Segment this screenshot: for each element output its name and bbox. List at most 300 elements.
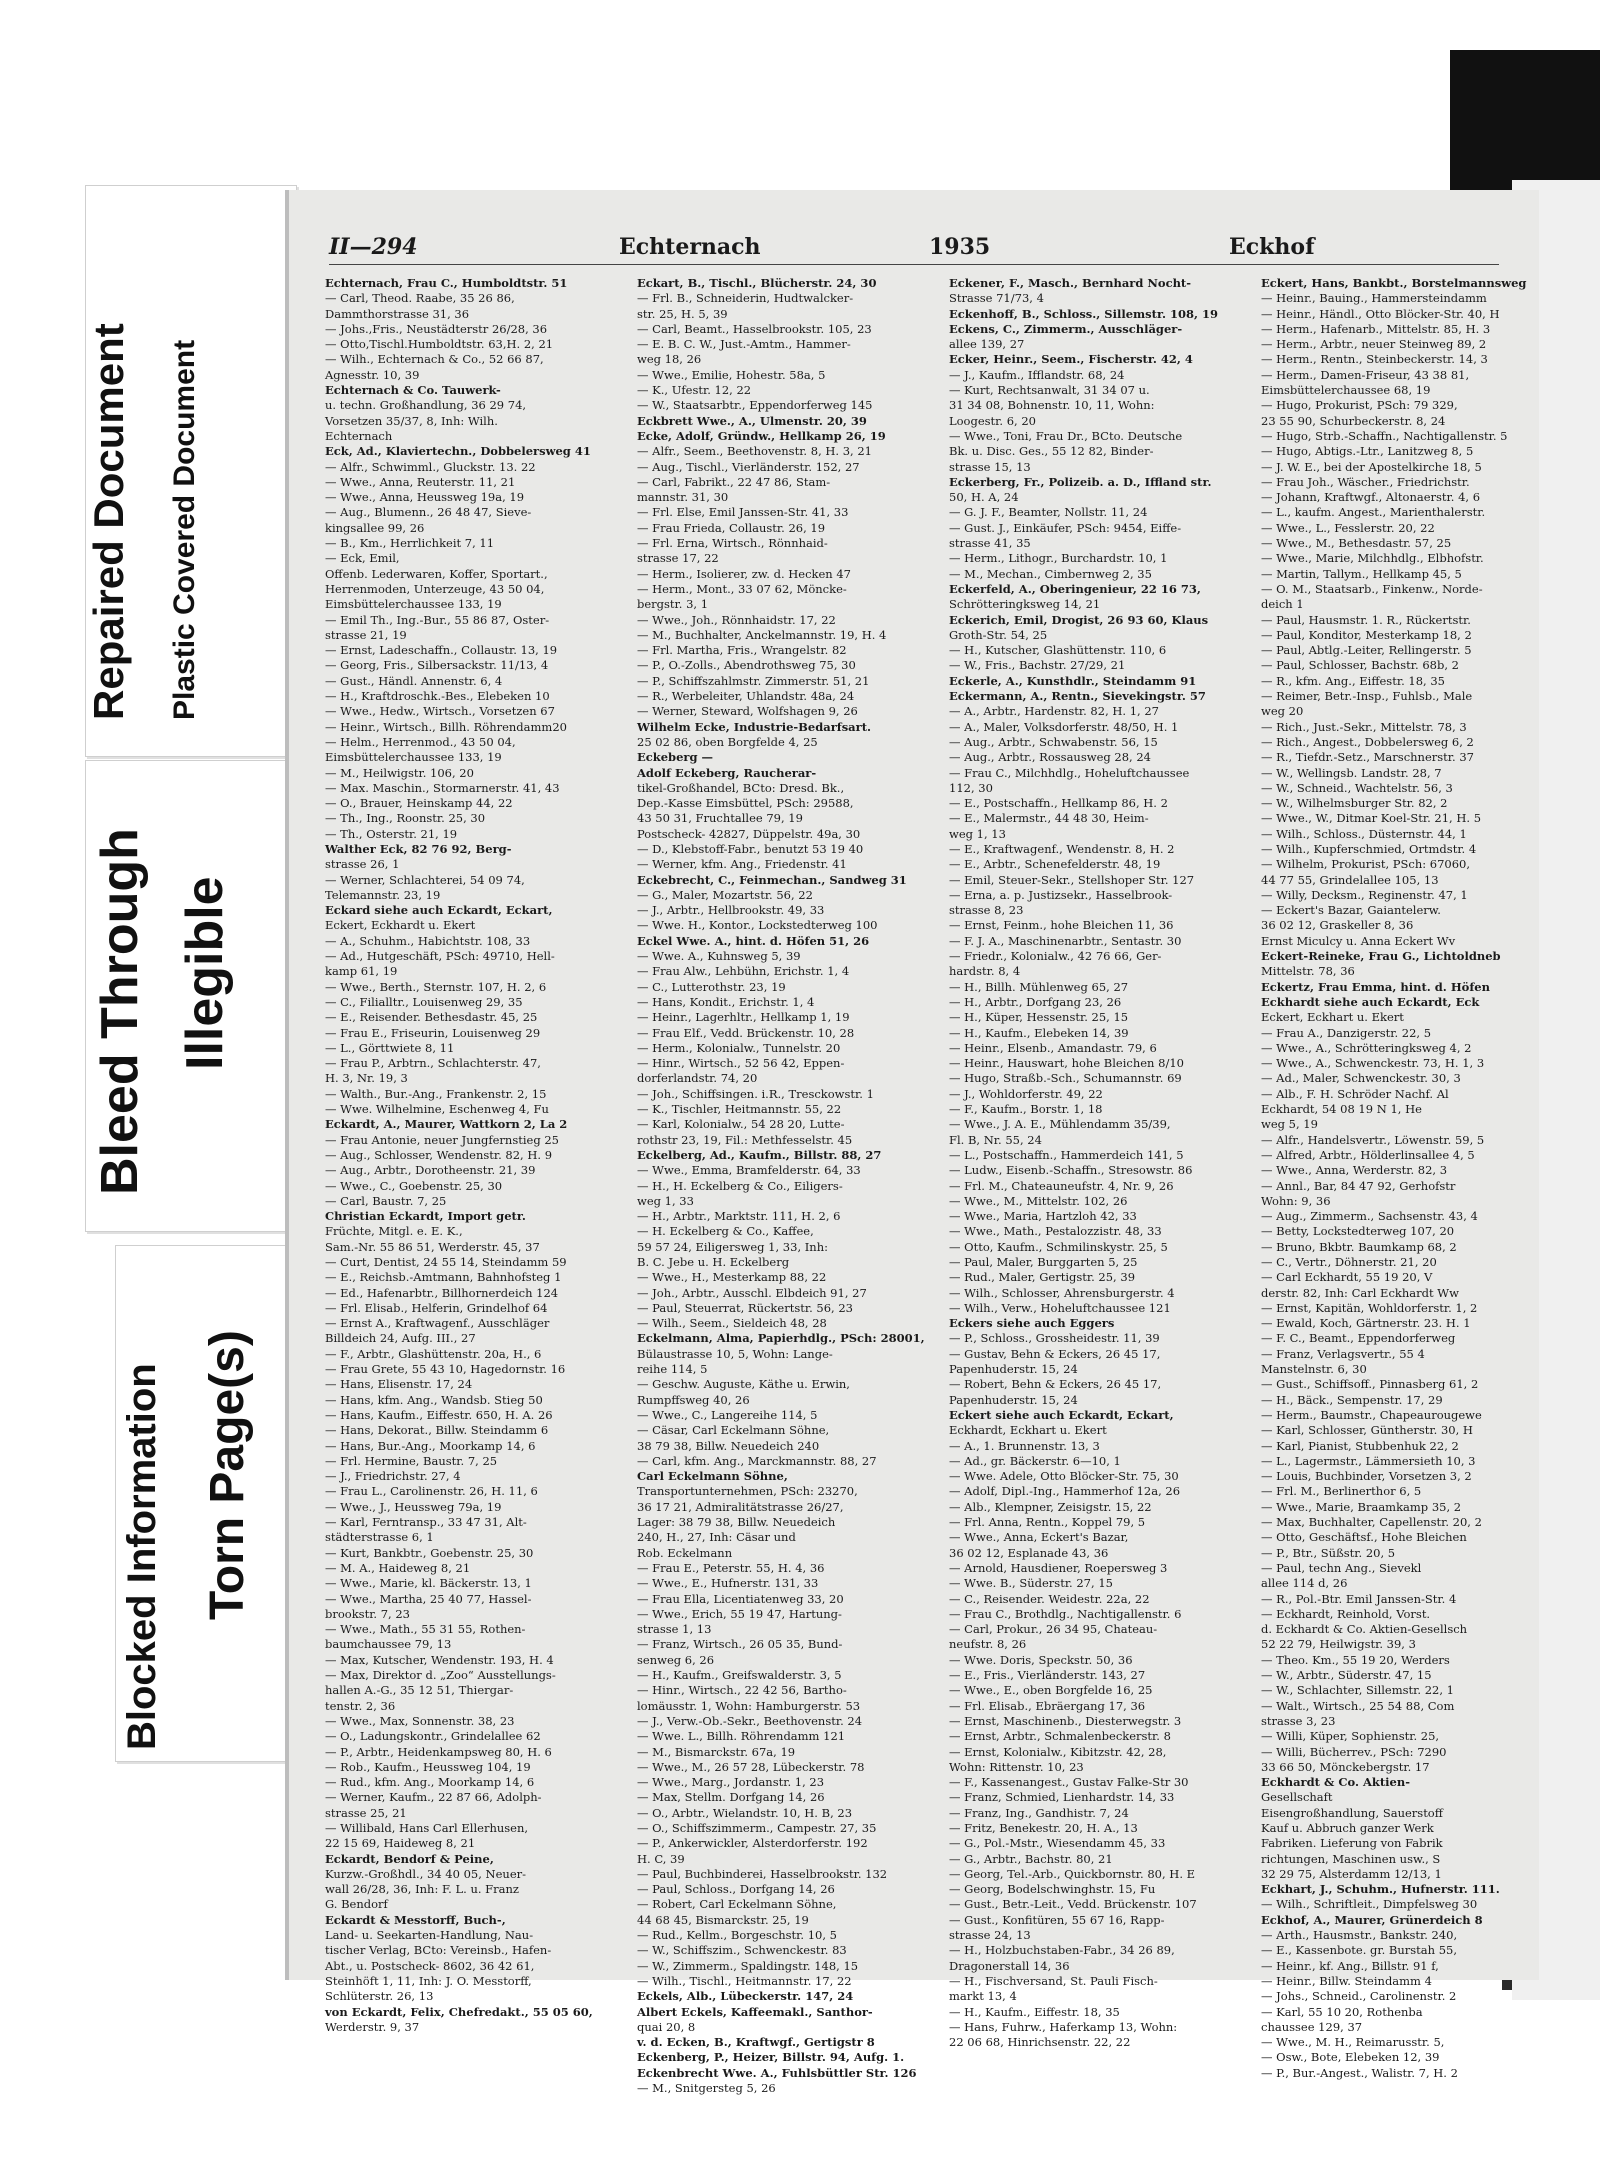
directory-entry-line: — Herm., Baumstr., Chapeaurougewe <box>1261 1407 1482 1422</box>
directory-entry-line: — Herm., Isolierer, zw. d. Hecken 47 <box>637 566 852 581</box>
directory-entry-line: Telemannstr. 23, 19 <box>325 887 441 902</box>
directory-entry-line: — Franz, Ing., Gandhistr. 7, 24 <box>949 1805 1129 1820</box>
directory-entry-line: Adolf Eckeberg, Raucherar- <box>637 765 817 780</box>
directory-entry-line: — Werner, Steward, Wolfshagen 9, 26 <box>637 704 858 719</box>
directory-entry-line: — Wwe., L., Fesslerstr. 20, 22 <box>1261 520 1435 535</box>
directory-entry-line: — Wwe., C., Langereihe 114, 5 <box>637 1407 818 1422</box>
directory-entry-line: — Georg, Bodelschwinghstr. 15, Fu <box>949 1882 1156 1897</box>
directory-entry-line: — Paul, Schloss., Dorfgang 14, 26 <box>637 1882 835 1897</box>
directory-entry-line: — Aug., Arbtr., Schwabenstr. 56, 15 <box>949 734 1158 749</box>
directory-entry-line: — Emil, Steuer-Sekr., Stellshoper Str. 127 <box>949 872 1195 887</box>
directory-entry-line: — Helm., Herrenmod., 43 50 04, <box>325 734 516 749</box>
directory-entry-line: Eckerle, A., Kunsthdlr., Steindamm 91 <box>949 673 1197 688</box>
directory-entry-line: — Wwe., Emilie, Hohestr. 58a, 5 <box>637 367 826 382</box>
directory-entry-line: — H., Kaufm., Greifswalderstr. 3, 5 <box>637 1668 842 1683</box>
directory-entry-line: Eimsbüttelerchaussee 68, 19 <box>1261 383 1431 398</box>
directory-entry-line: — Frau Elf., Vedd. Brückenstr. 10, 28 <box>637 1025 855 1040</box>
directory-entry-line: — E., Postschaffn., Hellkamp 86, H. 2 <box>949 796 1168 811</box>
directory-entry-line: — Paul, Konditor, Mesterkamp 18, 2 <box>1261 627 1472 642</box>
directory-entry-line: — Wilh., Schriftleit., Dimpfelsweg 30 <box>1261 1897 1478 1912</box>
directory-entry-line: Echternach <box>325 428 393 443</box>
directory-entry-line: Rumpffsweg 40, 26 <box>637 1392 750 1407</box>
directory-entry-line: — Gust., Betr.-Leit., Vedd. Brückenstr. 107 <box>949 1897 1197 1912</box>
directory-entry-line: — Aug., Arbtr., Rossausweg 28, 24 <box>949 750 1151 765</box>
header-left-word: Echternach <box>619 234 761 260</box>
directory-entry-line: — Frl. Elisab., Ebräergang 17, 36 <box>949 1698 1146 1713</box>
directory-entry-line: — O., Schiffszimmerm., Campestr. 27, 35 <box>637 1820 877 1835</box>
directory-entry-line: — Aug., Blumenn., 26 48 47, Sieve- <box>325 505 532 520</box>
directory-entry-line: Kurzw.-Großhdl., 34 40 05, Neuer- <box>325 1866 527 1881</box>
directory-entry-line: — Gustav, Behn & Eckers, 26 45 17, <box>949 1346 1161 1361</box>
directory-entry-line: — C., Filialltr., Louisenweg 29, 35 <box>325 994 523 1009</box>
directory-entry-line: — Curt, Dentist, 24 55 14, Steindamm 59 <box>325 1255 567 1269</box>
directory-entry-line: — Th., Ing., Roonstr. 25, 30 <box>325 811 486 826</box>
directory-entry-line: — Ad., Hutgeschäft, PSch: 49710, Hell- <box>325 949 555 964</box>
directory-entry-line: — Ludw., Eisenb.-Schaffn., Stresowstr. 86 <box>949 1163 1193 1178</box>
directory-entry-line: allee 139, 27 <box>949 337 1025 352</box>
directory-entry-line: Groth-Str. 54, 25 <box>949 627 1048 642</box>
directory-entry-line: — Wwe., Marie, Milchhdlg., Elbhofstr. <box>1261 551 1484 566</box>
directory-entry-line: — Louis, Buchbinder, Vorsetzen 3, 2 <box>1261 1469 1472 1484</box>
directory-entry-line: — J., Kaufm., Ifflandstr. 68, 24 <box>949 367 1125 382</box>
directory-entry-line: — Herm., Lithogr., Burchardstr. 10, 1 <box>949 551 1168 566</box>
directory-entry-line: von Eckardt, Felix, Chefredakt., 55 05 60, <box>325 2004 593 2019</box>
directory-entry-line: — Wwe., Erich, 55 19 47, Hartung- <box>637 1606 842 1621</box>
directory-entry-line: Bk. u. Disc. Ges., 55 12 82, Binder- <box>949 444 1154 459</box>
directory-entry-line: — Franz, Wirtsch., 26 05 35, Bund- <box>637 1637 843 1652</box>
directory-entry-line: — F. C., Beamt., Eppendorferweg <box>1261 1331 1456 1346</box>
directory-entry-line: lomäusstr. 1, Wohn: Hamburgerstr. 53 <box>637 1698 861 1713</box>
directory-entry-line: — Willy, Decksm., Reginenstr. 47, 1 <box>1261 887 1468 902</box>
directory-entry-line: Eckbrett Wwe., A., Ulmenstr. 20, 39 <box>637 413 867 428</box>
directory-entry-line: — L., Görttwiete 8, 11 <box>325 1040 455 1055</box>
directory-entry-line: — Wilh., Echternach & Co., 52 66 87, <box>325 352 544 367</box>
directory-entry-line: — Kurt, Bankbtr., Goebenstr. 25, 30 <box>325 1545 534 1560</box>
directory-entry-line: Steinhöft 1, 11, Inh: J. O. Messtorff, <box>325 1973 532 1988</box>
label-blocked-information: Blocked Information <box>120 1363 164 1750</box>
directory-entry-line: Ernst Miculcy u. Anna Eckert Wv <box>1261 933 1456 948</box>
directory-entry-line: 22 06 68, Hinrichsenstr. 22, 22 <box>949 2035 1131 2050</box>
directory-entry-line: — Frl. Martha, Fris., Wrangelstr. 82 <box>637 643 847 658</box>
directory-entry-line: städterstrasse 6, 1 <box>325 1530 434 1545</box>
directory-entry-line: Dammthorstrasse 31, 36 <box>325 306 470 321</box>
directory-entry-line: — W., Arbtr., Süderstr. 47, 15 <box>1261 1668 1432 1683</box>
directory-entry-line: — K., Ufestr. 12, 22 <box>637 383 752 398</box>
directory-entry-line: — K., Tischler, Heitmannstr. 55, 22 <box>637 1102 842 1117</box>
directory-entry-line: 36 02 12, Graskeller 8, 36 <box>1261 918 1414 933</box>
directory-entry-line: — Frl. Else, Emil Janssen-Str. 41, 33 <box>637 505 849 520</box>
directory-entry-line: — Heinr., Wirtsch., Billh. Röhrendamm20 <box>325 719 567 734</box>
directory-page <box>285 190 1539 2096</box>
directory-entry-line: — Wilh., Tischl., Heitmannstr. 17, 22 <box>637 1973 852 1988</box>
directory-entry-line: — Robert, Behn & Eckers, 26 45 17, <box>949 1377 1162 1392</box>
directory-entry-line: — Frl. Anna, Rentn., Koppel 79, 5 <box>949 1515 1146 1530</box>
directory-entry-line: markt 13, 4 <box>949 1989 1017 2004</box>
directory-entry-line: — Friedr., Kolonialw., 42 76 66, Ger- <box>949 949 1162 964</box>
directory-entry-line: 52 22 79, Heilwigstr. 39, 3 <box>1261 1637 1416 1652</box>
directory-entry-line: strasse 21, 19 <box>325 627 407 642</box>
directory-entry-line: — O., Arbtr., Wielandstr. 10, H. B, 23 <box>637 1805 853 1820</box>
directory-entry-line: Eckardt, A., Maurer, Wattkorn 2, La 2 <box>325 1117 568 1132</box>
directory-entry-line: — Alfr., Handelsvertr., Löwenstr. 59, 5 <box>1261 1132 1485 1147</box>
directory-entry-line: Eckel Wwe. A., hint. d. Höfen 51, 26 <box>637 933 870 948</box>
directory-entry-line: — W., Zimmerm., Spaldingstr. 148, 15 <box>637 1958 859 1973</box>
directory-entry-line: — F. J. A., Maschinenarbtr., Sentastr. 30 <box>949 933 1182 948</box>
directory-entry-line: — R., Werbeleiter, Uhlandstr. 48a, 24 <box>637 689 855 704</box>
directory-entry-line: — Wwe., M., 26 57 28, Lübeckerstr. 78 <box>637 1759 865 1774</box>
directory-entry-line: — Max. Maschin., Stormarnerstr. 41, 43 <box>325 780 560 795</box>
background-dark-corner <box>1450 50 1600 200</box>
directory-entry-line: str. 25, H. 5, 39 <box>637 306 728 321</box>
directory-entry-line: Fl. B, Nr. 55, 24 <box>949 1132 1042 1147</box>
directory-entry-line: — Otto, Kaufm., Schmilinskystr. 25, 5 <box>949 1239 1168 1254</box>
directory-entry-line: — H., Arbtr., Dorfgang 23, 26 <box>949 994 1122 1009</box>
directory-entry-line: — E., Kassenbote. gr. Burstah 55, <box>1261 1943 1457 1958</box>
directory-entry-line: — Alb., Klempner, Zeisigstr. 15, 22 <box>949 1499 1152 1514</box>
directory-entry-line: 112, 30 <box>949 780 993 795</box>
directory-entry-line: — Franz, Schmied, Lienhardstr. 14, 33 <box>949 1790 1175 1805</box>
directory-entry-line: Früchte, Mitgl. e. E. K., <box>325 1224 463 1239</box>
directory-entry-line: — Frau A., Danzigerstr. 22, 5 <box>1261 1025 1432 1040</box>
directory-entry-line: d. Eckhardt & Co. Aktien-Gesellsch <box>1261 1622 1468 1637</box>
directory-entry-line: tikel-Großhandel, BCto: Dresd. Bk., <box>637 780 845 795</box>
directory-entry-line: Lager: 38 79 38, Billw. Neuedeich <box>637 1515 836 1530</box>
directory-entry-line: — E., Malermstr., 44 48 30, Heim- <box>949 811 1149 826</box>
directory-entry-line: Eckardt & Messtorff, Buch-, <box>325 1912 506 1927</box>
directory-entry-line: — A., 1. Brunnenstr. 13, 3 <box>949 1438 1100 1453</box>
directory-entry-line: Rob. Eckelmann <box>637 1545 733 1560</box>
directory-entry-line: Eckardt, Bendorf & Peine, <box>325 1851 494 1866</box>
directory-entry-line: Eckels, Alb., Lübeckerstr. 147, 24 <box>637 1989 854 2004</box>
directory-entry-line: Eckhardt siehe auch Eckardt, Eck <box>1261 994 1480 1009</box>
directory-entry-line: — Wilh., Schlosser, Ahrensburgerstr. 4 <box>949 1285 1175 1300</box>
directory-entry-line: — Wwe., Math., 55 31 55, Rothen- <box>325 1622 526 1637</box>
directory-entry-line: — H., Arbtr., Marktstr. 111, H. 2, 6 <box>637 1209 841 1224</box>
directory-entry-line: Dep.-Kasse Eimsbüttel, PSch: 29588, <box>637 796 854 811</box>
directory-entry-line: — Carl, kfm. Ang., Marckmannstr. 88, 27 <box>637 1453 877 1468</box>
directory-entry-line: — Erna, a. p. Justizsekr., Hasselbrook- <box>949 887 1173 902</box>
directory-entry-line: Eimsbüttelerchaussee 133, 19 <box>325 597 502 612</box>
directory-entry-line: — G., Arbtr., Bachstr. 80, 21 <box>949 1851 1113 1866</box>
directory-entry-line: Wohn: 9, 36 <box>1261 1193 1331 1208</box>
directory-entry-line: — Ernst, Arbtr., Schmalenbeckerstr. 8 <box>949 1729 1171 1744</box>
directory-entry-line: — Wilhelm, Prokurist, PSch: 67060, <box>1261 857 1471 872</box>
directory-entry-line: — Wwe., H., Mesterkamp 88, 22 <box>637 1270 827 1285</box>
directory-entry-line: — Reimer, Betr.-Insp., Fuhlsb., Male <box>1261 689 1473 704</box>
directory-entry-line: — Betty, Lockstedterweg 107, 20 <box>1261 1224 1455 1239</box>
directory-entry-line: — P., Bur.-Angest., Walistr. 7, H. 2 <box>1261 2065 1458 2080</box>
directory-entry-line: — Alb., F. H. Schröder Nachf. Al <box>1261 1086 1449 1101</box>
directory-entry-line: — G., Pol.-Mstr., Wiesendamm 45, 33 <box>949 1836 1166 1851</box>
directory-entry-line: — Herm., Damen-Friseur, 43 38 81, <box>1261 367 1470 382</box>
directory-entry-line: — P., Btr., Süßstr. 20, 5 <box>1261 1545 1396 1560</box>
directory-entry-line: — Wwe. Adele, Otto Blöcker-Str. 75, 30 <box>949 1469 1179 1484</box>
directory-entry-line: — Frl. M., Chateauneufstr. 4, Nr. 9, 26 <box>949 1178 1174 1193</box>
directory-entry-line: — Alfred, Arbtr., Hölderlinsallee 4, 5 <box>1261 1147 1475 1162</box>
label-bleed-through: Bleed Through <box>91 828 149 1195</box>
page-header <box>329 230 1499 265</box>
directory-entry-line: — Willibald, Hans Carl Ellerhusen, <box>325 1820 529 1835</box>
directory-entry-line: — Frl. M., Berlinerthor 6, 5 <box>1261 1484 1422 1499</box>
directory-entry-line: — J. W. E., bei der Apostelkirche 18, 5 <box>1261 459 1482 474</box>
directory-entry-line: — H., Kaufm., Elebeken 14, 39 <box>949 1025 1129 1040</box>
directory-entry-line: — Eckhardt, Reinhold, Vorst. <box>1261 1606 1431 1621</box>
directory-entry-line: weg 20 <box>1261 704 1304 719</box>
directory-entry-line: — Aug., Arbtr., Dorotheenstr. 21, 39 <box>325 1163 536 1178</box>
directory-entry-line: — Rud., Kellm., Borgeschstr. 10, 5 <box>637 1928 837 1943</box>
directory-entry-line: — B., Km., Herrlichkeit 7, 11 <box>325 536 495 551</box>
directory-entry-line: — W., Wellingsb. Landstr. 28, 7 <box>1261 765 1442 780</box>
directory-entry-line: — Paul, Steuerrat, Rückertstr. 56, 23 <box>637 1300 853 1315</box>
directory-entry-line: — Carl, Fabrikt., 22 47 86, Stam- <box>637 474 831 489</box>
directory-entry-line: — O. M., Staatsarb., Finkenw., Norde- <box>1261 581 1483 596</box>
directory-entry-line: strasse 25, 21 <box>325 1805 407 1820</box>
directory-entry-line: G. Bendorf <box>325 1897 388 1912</box>
directory-entry-line: Strasse 71/73, 4 <box>949 291 1044 306</box>
directory-entry-line: — E., Kraftwagenf., Wendenstr. 8, H. 2 <box>949 841 1175 856</box>
directory-entry-line: — C., Reisender. Weidestr. 22a, 22 <box>949 1591 1150 1606</box>
directory-entry-line: — W., Staatsarbtr., Eppendorferweg 145 <box>637 398 873 413</box>
directory-entry-line: v. d. Ecken, B., Kraftwgf., Gertigstr 8 <box>637 2035 875 2050</box>
directory-entry-line: — Paul, Abtlg.-Leiter, Rellingerstr. 5 <box>1261 643 1472 658</box>
directory-entry-line: — Wwe. Wilhelmine, Eschenweg 4, Fu <box>325 1102 549 1117</box>
label-plastic-covered-document: Plastic Covered Document <box>168 339 201 720</box>
directory-entry-line: — Gust. J., Einkäufer, PSch: 9454, Eiffe- <box>949 520 1182 535</box>
directory-entry-line: — M., Heilwigstr. 106, 20 <box>325 765 474 780</box>
directory-entry-line: — Karl, Ferntransp., 33 47 31, Alt- <box>325 1515 527 1530</box>
directory-entry-line: Eckerberg, Fr., Polizeib. a. D., Iffland str. <box>949 474 1212 489</box>
directory-entry-line: — Bruno, Bkbtr. Baumkamp 68, 2 <box>1261 1239 1457 1254</box>
directory-entry-line: kingsallee 99, 26 <box>325 520 425 535</box>
directory-entry-line: — Aug., Tischl., Vierländerstr. 152, 27 <box>637 459 860 474</box>
directory-entry-line: — P., Arbtr., Heidenkampsweg 80, H. 6 <box>325 1744 552 1759</box>
directory-entry-line: — Hans, Elisenstr. 17, 24 <box>325 1377 473 1392</box>
directory-entry-line: strasse 15, 13 <box>949 459 1031 474</box>
directory-entry-line: hardstr. 8, 4 <box>949 964 1021 979</box>
directory-entry-line: — Arth., Hausmstr., Bankstr. 240, <box>1261 1928 1458 1943</box>
directory-entry-line: strasse 24, 13 <box>949 1928 1031 1943</box>
directory-entry-line: — Hugo, Prokurist, PSch: 79 329, <box>1261 398 1458 413</box>
directory-entry-line: — Carl, Baustr. 7, 25 <box>325 1193 447 1208</box>
directory-entry-line: — L., Lagermstr., Lämmersieth 10, 3 <box>1261 1453 1476 1468</box>
directory-entry-line: — Wwe., J., Heussweg 79a, 19 <box>325 1499 502 1514</box>
directory-entry-line: 43 50 31, Fruchtallee 79, 19 <box>637 811 803 826</box>
directory-entry-line: 44 68 45, Bismarckstr. 25, 19 <box>637 1912 809 1927</box>
directory-entry-line: — Heinr., kf. Ang., Billstr. 91 f, <box>1261 1958 1439 1973</box>
directory-entry-line: — Frau Joh., Wäscher., Friedrichstr. <box>1261 474 1470 489</box>
directory-entry-line: — Karl, Kolonialw., 54 28 20, Lutte- <box>637 1117 845 1132</box>
directory-entry-line: — Wwe. B., Süderstr. 27, 15 <box>949 1576 1113 1591</box>
directory-entry-line: — Paul, Maler, Burggarten 5, 25 <box>949 1255 1138 1269</box>
directory-entry-line: u. techn. Großhandlung, 36 29 74, <box>325 398 527 413</box>
directory-entry-line: — Annl., Bar, 84 47 92, Gerhofstr <box>1261 1178 1456 1193</box>
directory-entry-line: — Wilh., Schloss., Düsternstr. 44, 1 <box>1261 826 1467 841</box>
directory-entry-line: — Herm., Rentn., Steinbeckerstr. 14, 3 <box>1261 352 1488 367</box>
directory-entry-line: Manstelnstr. 6, 30 <box>1261 1362 1367 1377</box>
directory-entry-line: Herrenmoden, Unterzeuge, 43 50 04, <box>325 581 545 596</box>
directory-entry-line: — Carl, Prokur., 26 34 95, Chateau- <box>949 1622 1158 1637</box>
directory-entry-line: — Wwe. L., Billh. Röhrendamm 121 <box>637 1729 846 1744</box>
directory-entry-line: Sam.-Nr. 55 86 51, Werderstr. 45, 37 <box>325 1239 540 1254</box>
directory-entry-line: 59 57 24, Eiligersweg 1, 33, Inh: <box>637 1239 828 1254</box>
directory-entry-line: wall 26/28, 36, Inh: F. L. u. Franz <box>325 1882 519 1897</box>
directory-entry-line: — Ed., Hafenarbtr., Billhornerdeich 124 <box>325 1285 559 1300</box>
directory-entry-line: — Arnold, Hausdiener, Roepersweg 3 <box>949 1560 1168 1575</box>
directory-entry-line: — Georg, Fris., Silbersackstr. 11/13, 4 <box>325 658 549 673</box>
directory-entry-line: — Hans, Kaufm., Eiffestr. 650, H. A. 26 <box>325 1407 553 1422</box>
directory-entry-line: — Wwe., Math., Pestalozzistr. 48, 33 <box>949 1224 1162 1239</box>
directory-entry-line: — Rob., Kaufm., Heussweg 104, 19 <box>325 1759 531 1774</box>
directory-entry-line: — Wwe., Joh., Rönnhaidstr. 17, 22 <box>637 612 836 627</box>
directory-entry-line: Dragonerstall 14, 36 <box>949 1958 1070 1973</box>
directory-entry-line: — Wwe., W., Ditmar Koel-Str. 21, H. 5 <box>1261 811 1482 826</box>
directory-entry-line: — Wwe., Anna, Heussweg 19a, 19 <box>325 490 525 505</box>
directory-entry-line: — P., Ankerwickler, Alsterdorferstr. 192 <box>637 1836 868 1851</box>
directory-entry-line: — Max, Kutscher, Wendenstr. 193, H. 4 <box>325 1652 554 1667</box>
directory-entry-line: — Frau Alw., Lehbühn, Erichstr. 1, 4 <box>637 964 850 979</box>
directory-entry-line: bergstr. 3, 1 <box>637 597 709 612</box>
directory-entry-line: — Karl, Pianist, Stubbenhuk 22, 2 <box>1261 1438 1459 1453</box>
directory-entry-line: — Georg, Tel.-Arb., Quickbornstr. 80, H. E <box>949 1866 1196 1881</box>
directory-entry-line: — Wwe., C., Goebenstr. 25, 30 <box>325 1178 503 1193</box>
column-2 <box>637 276 937 2096</box>
directory-entry-line: — Adolf, Dipl.-Ing., Hammerhof 12a, 26 <box>949 1484 1181 1499</box>
directory-entry-line: — Frau E., Peterstr. 55, H. 4, 36 <box>637 1560 825 1575</box>
directory-entry-line: — Wwe., E., oben Borgfelde 16, 25 <box>949 1683 1153 1698</box>
directory-entry-line: Werderstr. 9, 37 <box>325 2019 420 2034</box>
directory-entry-line: — Wilh., Verw., Hoheluftchaussee 121 <box>949 1300 1171 1315</box>
directory-entry-line: — Wwe., Maria, Hartzloh 42, 33 <box>949 1209 1137 1224</box>
directory-entry-line: — Hinr., Wirtsch., 22 42 56, Bartho- <box>637 1683 847 1698</box>
directory-entry-line: — C., Lutterothstr. 23, 19 <box>637 979 786 994</box>
directory-entry-line: — Otto, Geschäftsf., Hohe Bleichen <box>1261 1530 1467 1545</box>
directory-entry-line: — M. A., Haideweg 8, 21 <box>325 1560 471 1575</box>
directory-entry-line: — H., Fischversand, St. Pauli Fisch- <box>949 1973 1158 1988</box>
directory-entry-line: — Karl, 55 10 20, Rothenba <box>1261 2004 1423 2019</box>
directory-entry-line: — Ernst, Feinm., hohe Bleichen 11, 36 <box>949 918 1174 933</box>
directory-entry-line: — Wwe., Marie, Braamkamp 35, 2 <box>1261 1499 1462 1514</box>
directory-entry-line: Eckhof, A., Maurer, Grünerdeich 8 <box>1261 1912 1483 1927</box>
directory-entry-line: — E., Fris., Vierländerstr. 143, 27 <box>949 1668 1146 1683</box>
directory-entry-line: — H., Kraftdroschk.-Bes., Elebeken 10 <box>325 689 550 704</box>
directory-entry-line: 36 02 12, Esplanade 43, 36 <box>949 1545 1109 1560</box>
directory-entry-line: — Hugo, Strb.-Schaffn., Nachtigallenstr. 5 <box>1261 428 1508 443</box>
directory-entry-line: Eckerich, Emil, Drogist, 26 93 60, Klaus <box>949 612 1209 627</box>
directory-entry-line: — Hans, Kondit., Erichstr. 1, 4 <box>637 994 815 1009</box>
directory-entry-line: — Wwe., Anna, Reuterstr. 11, 21 <box>325 474 516 489</box>
directory-entry-line: — W., Wilhelmsburger Str. 82, 2 <box>1261 796 1448 811</box>
directory-entry-line: strasse 17, 22 <box>637 551 719 566</box>
directory-entry-line: Wohn: Rittenstr. 10, 23 <box>949 1759 1084 1774</box>
directory-entry-line: — Frau Antonie, neuer Jungfernstieg 25 <box>325 1132 559 1147</box>
directory-entry-line: Eckeberg — <box>637 750 714 765</box>
directory-entry-line: — H., Holzbuchstaben-Fabr., 34 26 89, <box>949 1943 1175 1958</box>
directory-entry-line: weg 1, 13 <box>949 826 1006 841</box>
directory-entry-line: Land- u. Seekarten-Handlung, Nau- <box>325 1928 534 1943</box>
directory-entry-line: weg 5, 19 <box>1261 1117 1318 1132</box>
header-year: 1935 <box>929 234 991 260</box>
directory-entry-line: 33 66 50, Mönckebergstr. 17 <box>1261 1759 1430 1774</box>
directory-entry-line: — Hans, Bur.-Ang., Moorkamp 14, 6 <box>325 1438 536 1453</box>
directory-entry-line: — R., kfm. Ang., Eiffestr. 18, 35 <box>1261 673 1445 688</box>
directory-entry-line: — Frl. Hermine, Baustr. 7, 25 <box>325 1453 498 1468</box>
directory-entry-line: Eckenberg, P., Heizer, Billstr. 94, Aufg. 1. <box>637 2050 905 2065</box>
directory-entry-line: — Frau C., Milchhdlg., Hoheluftchaussee <box>949 765 1190 780</box>
directory-entry-line: — Werner, kfm. Ang., Friedenstr. 41 <box>637 857 847 872</box>
directory-entry-line: strasse 1, 13 <box>637 1622 712 1637</box>
directory-entry-line: — Werner, Kaufm., 22 87 66, Adolph- <box>325 1790 542 1805</box>
directory-entry-line: — Wwe., Emma, Bramfelderstr. 64, 33 <box>637 1163 861 1178</box>
directory-entry-line: — Frl. Erna, Wirtsch., Rönnhaid- <box>637 536 828 551</box>
directory-entry-line: dorferlandstr. 74, 20 <box>637 1071 758 1086</box>
directory-entry-line: tischer Verlag, BCto: Vereinsb., Hafen- <box>325 1943 552 1958</box>
directory-entry-line: — Heinr., Bauing., Hammersteindamm <box>1261 291 1487 306</box>
directory-entry-line: richtungen, Maschinen usw., S <box>1261 1851 1441 1866</box>
directory-entry-line: — Ernst, Ladeschaffn., Collaustr. 13, 19 <box>325 643 558 658</box>
directory-entry-line: reihe 114, 5 <box>637 1362 708 1377</box>
directory-entry-line: Eckert, Hans, Bankbt., Borstelmannsweg <box>1261 276 1527 290</box>
condition-label-strip <box>0 0 290 2177</box>
directory-entry-line: — Wwe., A., Schrötteringksweg 4, 2 <box>1261 1040 1472 1055</box>
directory-entry-line: — A., Maler, Volksdorferstr. 48/50, H. 1 <box>949 719 1179 734</box>
directory-entry-line: — Wwe., Anna, Werderstr. 82, 3 <box>1261 1163 1448 1178</box>
directory-entry-line: — Eckert's Bazar, Gaiantelerw. <box>1261 903 1441 918</box>
directory-entry-line: — Hugo, Straßb.-Sch., Schumannstr. 69 <box>949 1071 1182 1086</box>
directory-entry-line: Echternach & Co. Tauwerk- <box>325 383 501 398</box>
directory-entry-line: Transportunternehmen, PSch: 23270, <box>637 1484 858 1499</box>
directory-entry-line: strasse 8, 23 <box>949 903 1024 918</box>
directory-entry-line: Eisengroßhandlung, Sauerstoff <box>1261 1805 1443 1820</box>
directory-entry-line: Billdeich 24, Aufg. III., 27 <box>325 1331 476 1346</box>
directory-entry-line: Eckelberg, Ad., Kaufm., Billstr. 88, 27 <box>637 1147 882 1162</box>
directory-entry-line: — Paul, techn Ang., Sievekl <box>1261 1560 1422 1575</box>
directory-entry-line: quai 20, 8 <box>637 2019 696 2034</box>
directory-entry-line: — A., Arbtr., Hardenstr. 82, H. 1, 27 <box>949 704 1159 719</box>
directory-entry-line: — E., Reichsb.-Amtmann, Bahnhofsteg 1 <box>325 1270 562 1285</box>
directory-entry-line: — Johs., Schneid., Carolinenstr. 2 <box>1261 1989 1457 2004</box>
directory-entry-line: — Karl, Schlosser, Güntherstr. 30, H <box>1261 1423 1473 1438</box>
directory-entry-line: — Wwe., M., Mittelstr. 102, 26 <box>949 1193 1128 1208</box>
directory-entry-line: kamp 61, 19 <box>325 964 398 979</box>
directory-entry-line: chaussee 129, 37 <box>1261 2019 1363 2034</box>
directory-entry-line: Eckenbrecht Wwe. A., Fuhlsbüttler Str. 126 <box>637 2065 917 2080</box>
directory-entry-line: brookstr. 7, 23 <box>325 1606 411 1621</box>
directory-entry-line: — Wwe., Marie, kl. Bäckerstr. 13, 1 <box>325 1576 532 1591</box>
directory-entry-line: — G. J. F., Beamter, Nollstr. 11, 24 <box>949 505 1148 520</box>
directory-entry-line: — Carl, Beamt., Hasselbrookstr. 105, 23 <box>637 321 872 336</box>
directory-entry-line: — Frau Ella, Licentiatenweg 33, 20 <box>637 1591 844 1606</box>
directory-entry-line: — Rich., Angest., Dobbelersweg 6, 2 <box>1261 734 1474 749</box>
header-right-word: Eckhof <box>1229 234 1315 260</box>
directory-entry-line: — D., Klebstoff-Fabr., benutzt 53 19 40 <box>637 841 864 856</box>
directory-entry-line: Eckhardt & Co. Aktien- <box>1261 1775 1411 1790</box>
directory-entry-line: — Franz, Verlagsvertr., 55 4 <box>1261 1346 1425 1361</box>
directory-entry-line: derstr. 82, Inh: Carl Eckhardt Ww <box>1261 1285 1459 1300</box>
directory-entry-line: Schlüterstr. 26, 13 <box>325 1989 434 2004</box>
directory-entry-line: — Wwe. H., Kontor., Lockstedterweg 100 <box>637 918 878 933</box>
directory-entry-line: — Walt., Wirtsch., 25 54 88, Com <box>1261 1698 1455 1713</box>
directory-entry-line: — H. Eckelberg & Co., Kaffee, <box>637 1224 814 1239</box>
column-3 <box>949 276 1249 2050</box>
directory-entry-line: tenstr. 2, 36 <box>325 1698 396 1713</box>
directory-entry-line: Eck, Ad., Klaviertechn., Dobbelersweg 41 <box>325 444 591 459</box>
directory-entry-line: — Frl. Elisab., Helferin, Grindelhof 64 <box>325 1300 548 1315</box>
directory-entry-line: H. C, 39 <box>637 1851 685 1866</box>
directory-entry-line: H. 3, Nr. 19, 3 <box>325 1071 408 1086</box>
directory-entry-line: — L., Postschaffn., Hammerdeich 141, 5 <box>949 1147 1184 1162</box>
directory-entry-line: — P., O.-Zolls., Abendrothsweg 75, 30 <box>637 658 856 673</box>
directory-entry-line: Walther Eck, 82 76 92, Berg- <box>325 841 512 856</box>
